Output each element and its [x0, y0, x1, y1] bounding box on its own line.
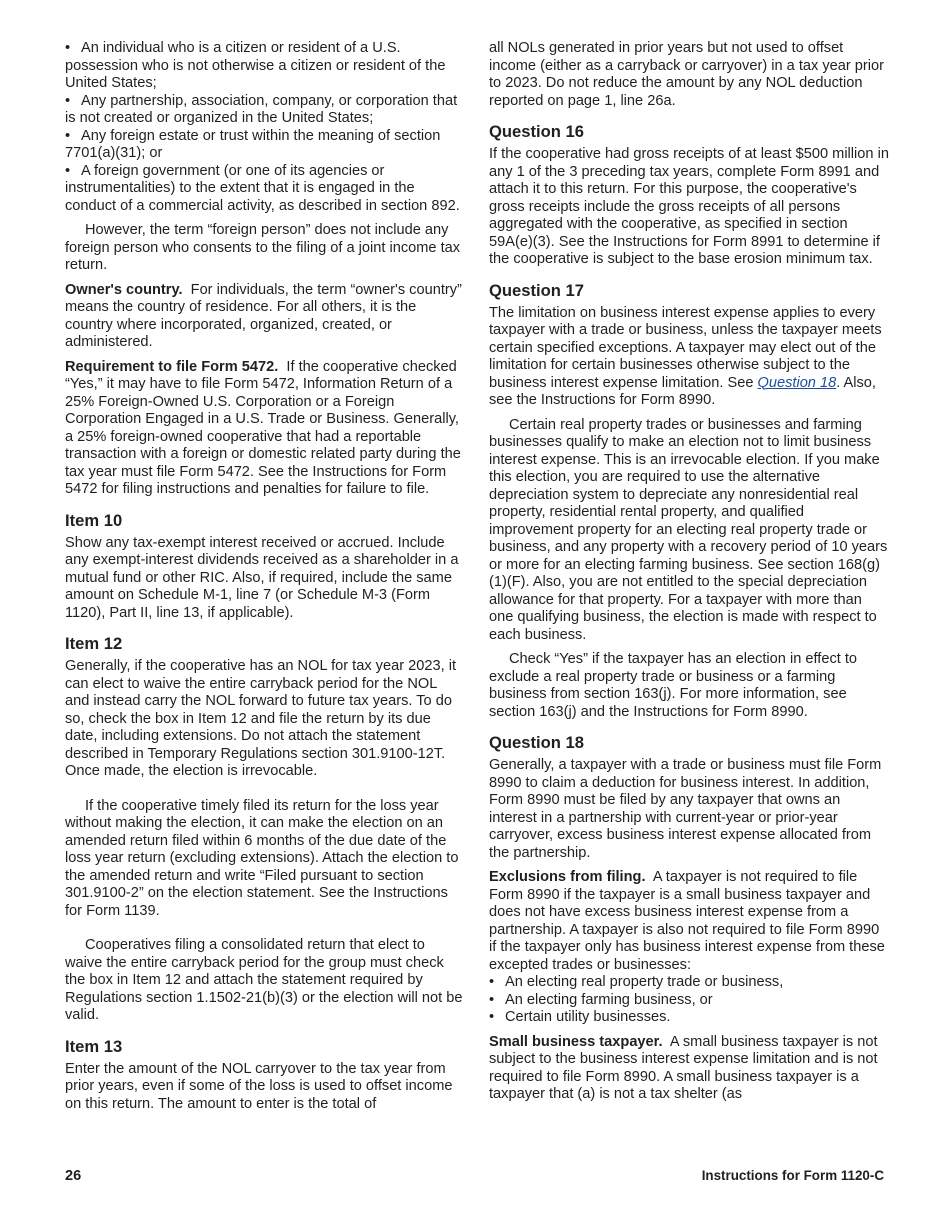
form-5472-paragraph: Requirement to file Form 5472. If the cooperative checked “Yes,” it may have to file Form 5472, Information Return of a 25% Foreign-Owned U.S. Corporation or a Foreign Corporation Engaged in a U.S. Trade or Business. Generally, a 25% foreign-owned cooperative that had a reportable transaction with a foreign or domestic related party during the tax year must file Form 5472. See the Instructions for Form 5472 for filing instructions and penalties for failure to file.: [65, 358, 461, 497]
list-item: • An electing farming business, or: [489, 991, 713, 1008]
question-16-heading: Question 16: [489, 122, 584, 141]
bullet-icon: •: [65, 40, 71, 56]
question-17-heading: Question 17: [489, 280, 584, 300]
item-13-continued-paragraph: all NOLs generated in prior years but not used to offset income (either as a carryback or carryover) in a tax year prior to 2023. Do not reduce the amount by any NOL deduction reported on page 1, line 26a.: [489, 40, 884, 109]
small-business-taxpayer-paragraph: Small business taxpayer. A small business taxpayer is not subject to the business interest expense limitation and is not required to file Form 8990. A small business taxpayer is a taxpayer that (a) is not a tax shelter (as: [489, 1033, 878, 1102]
item-10-paragraph: Show any tax-exempt interest received or accrued. Include any exempt-interest dividends received as a shareholder in a mutual fund or other RIC. Also, if required, include the same amount on Schedule M-1, line 7 (or Schedule M-3 (Form 1120), Part II, line 13, if applicable).: [65, 534, 459, 621]
question-16-paragraph: If the cooperative had gross receipts of at least $500 million in any 1 of the 3 preceding tax years, complete Form 8991 and attach it to this return. For this purpose, the cooperative's gross receipts include the gross receipts of all persons aggregated with the cooperative, as specified in section 59A(e)(3). See the Instructions for Form 8991 to determine if the cooperative is subject to the base erosion minimum tax.: [489, 146, 889, 267]
form-title-footer: Instructions for Form 1120-C: [701, 1168, 884, 1183]
bullet-icon: •: [65, 162, 71, 179]
owners-country-paragraph: Owner's country. For individuals, the term “owner's country” means the country of residence. For all others, it is the country where incorporated, organized, created, or administered.: [65, 281, 462, 350]
item-12-heading: Item 12: [65, 634, 123, 653]
question-18-heading: Question 18: [489, 733, 584, 752]
however-paragraph: However, the term “foreign person” does not include any foreign person who consents to the filing of a joint income tax return.: [65, 222, 461, 273]
bullet-icon: •: [489, 991, 495, 1008]
list-item: • Any partnership, association, company, or corporation that is not created or organized in the United States;: [65, 92, 458, 126]
item-12-paragraph-2: If the cooperative timely filed its return for the loss year without making the election, it can make the election on an amended return filed within 6 months of the due date of the loss year return (excluding extensions). Attach the election to the amended return and write “Filed pursuant to section 301.9100-2” on the election statement. See the Instructions for Form 1139.: [65, 797, 459, 919]
list-item: • An individual who is a citizen or resident of a U.S. possession who is not otherwise a citizen or resident of the United States;: [65, 40, 446, 91]
exclusions-bullet-list: [489, 974, 889, 1027]
right-column: [489, 40, 889, 1104]
question-17-paragraph-3: Check “Yes” if the taxpayer has an election in effect to exclude a real property trade or business or a farming business from section 163(j). For more information, see section 163(j) and the Instructions for Form 8990.: [489, 651, 858, 720]
question-17-paragraph-1: The limitation on business interest expense applies to every taxpayer with a trade or business, unless the taxpayer meets certain specified exceptions. A taxpayer may elect out of the limitation for certain businesses otherwise subject to the business interest expense limitation. See Question 18. Also, see the Instructions for Form 8990.: [489, 304, 882, 408]
list-item: • Any foreign estate or trust within the meaning of section 7701(a)(31); or: [65, 127, 441, 161]
item-13-paragraph: Enter the amount of the NOL carryover to the tax year from prior years, even if some of the loss is used to offset income on this return. The amount to enter is the total of: [65, 1060, 453, 1112]
small-business-taxpayer-lead: Small business taxpayer.: [489, 1033, 663, 1050]
foreign-person-bullet-list: [65, 40, 465, 215]
question-18-paragraph: Generally, a taxpayer with a trade or business must file Form 8990 to claim a deduction for business interest. In addition, Form 8990 must be filed by any taxpayer that owns an interest in a partnership with current-year or prior-year carryover, excess business interest expense allocated from the partnership.: [489, 757, 882, 861]
exclusions-paragraph: Exclusions from filing. A taxpayer is not required to file Form 8990 if the taxpayer is a small business taxpayer and does not have excess business interest expense from a partnership. A taxpayer is also not required to file Form 8990 if the taxpayer only has business interest expense from these excepted trades or businesses:: [489, 869, 885, 973]
bullet-icon: •: [489, 974, 495, 990]
left-column: [65, 40, 465, 1113]
bullet-icon: •: [65, 127, 71, 144]
page-number: 26: [65, 1168, 82, 1184]
bullet-icon: •: [489, 1009, 495, 1025]
item-12-paragraph-3: Cooperatives filing a consolidated return that elect to waive the entire carryback period for the group must check the box in Item 12 and attach the statement required by Regulations section 1.1502-21(b)(3) or the election will not be valid.: [65, 937, 463, 1023]
exclusions-lead: Exclusions from filing.: [489, 869, 646, 885]
form-5472-lead: Requirement to file Form 5472.: [65, 358, 279, 375]
item-13-heading: Item 13: [65, 1036, 123, 1056]
owners-country-lead: Owner's country.: [65, 281, 183, 298]
list-item: • Certain utility businesses.: [489, 1009, 671, 1025]
question-18-link[interactable]: Question 18: [757, 374, 837, 391]
list-item: • An electing real property trade or business,: [489, 974, 784, 990]
question-17-paragraph-2: Certain real property trades or businesses and farming businesses qualify to make an election not to limit business interest expense. This is an irrevocable election. If you make this election, you are required to use the alternative depreciation system to depreciate any nonresidential real property, residential rental property, and qualified improvement property for an electing real property trade or business, and any property with a recovery period of 10 years or more for an electing farming business. See section 168(g)(1)(F). Also, you are not entitled to the special depreciation allowance for that property. For a taxpayer with more than one qualifying business, the election is made with respect to each business.: [489, 416, 888, 643]
bullet-icon: •: [65, 92, 71, 109]
list-item: • A foreign government (or one of its agencies or instrumentalities) to the extent that it is engaged in the conduct of a commercial activity, as described in section 892.: [65, 162, 460, 214]
item-10-heading: Item 10: [65, 510, 123, 530]
item-12-paragraph-1: Generally, if the cooperative has an NOL for tax year 2023, it can elect to waive the entire carryback period for the NOL and instead carry the NOL forward to future tax years. To do so, check the box in Item 12 and file the return by its due date, including extensions. Do not attach the statement described in Temporary Regulations section 301.9100-12T. Once made, the election is irrevocable.: [65, 658, 456, 779]
